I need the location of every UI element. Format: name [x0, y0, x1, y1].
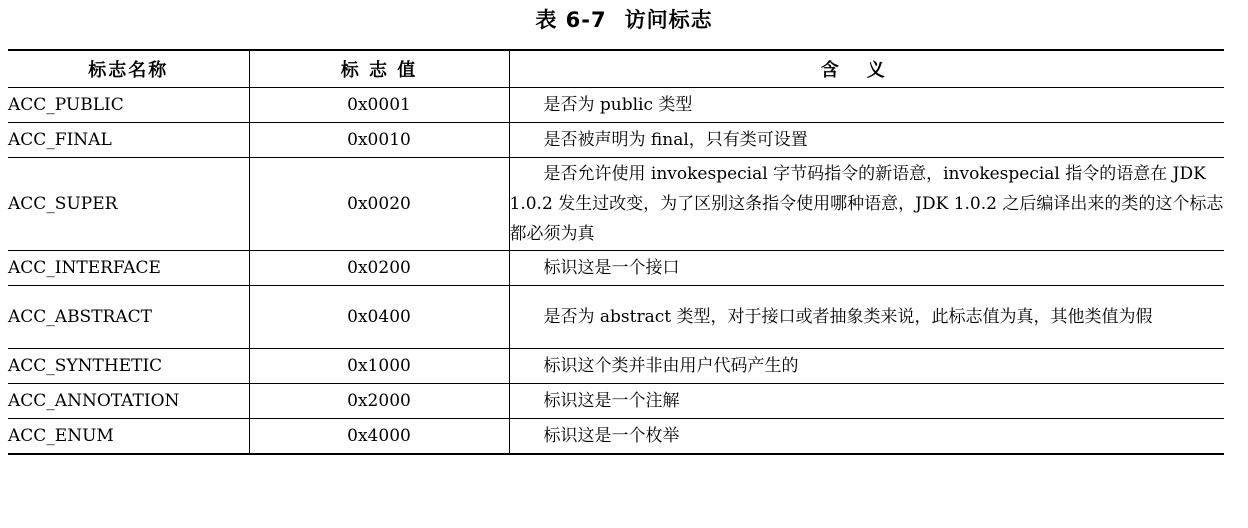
table-row: [8, 123, 1224, 158]
header-meaning: 含义: [509, 50, 1224, 88]
access-flags-table: [8, 49, 1224, 455]
flag-value-cell: 0x0020: [249, 158, 509, 251]
table-row: [8, 384, 1224, 419]
flag-name-cell: ACC_ENUM: [8, 419, 249, 455]
flag-meaning-cell: 标识这个类并非由用户代码产生的: [509, 349, 1224, 384]
flag-name-cell: ACC_PUBLIC: [8, 88, 249, 123]
header-flag-name: 标志名称: [8, 50, 249, 88]
flag-meaning-cell: 标识这是一个枚举: [543, 426, 680, 446]
table-caption: [0, 6, 1248, 34]
table-row: [8, 286, 1224, 349]
header-row: [8, 50, 1224, 88]
table-row: [8, 158, 1224, 251]
table-number: 表 6-7: [535, 8, 607, 32]
flag-name-cell: ACC_FINAL: [8, 123, 249, 158]
table-row: [8, 251, 1224, 286]
table-row: [8, 349, 1224, 384]
flag-meaning-cell: 是否被声明为 final，只有类可设置: [509, 123, 1224, 158]
flag-value-cell: 0x2000: [249, 384, 509, 419]
table-row: [8, 419, 1224, 455]
flag-meaning-cell: 是否为 abstract 类型，对于接口或者抽象类来说，此标志值为真，其他类值为假: [509, 286, 1224, 349]
flag-value-cell: 0x0400: [249, 286, 509, 349]
flag-value-cell: 0x4000: [249, 419, 509, 455]
flag-meaning-cell: 是否为 public 类型: [509, 88, 1224, 123]
flag-meaning-cell: 标识这是一个注解: [509, 384, 1224, 419]
flag-meaning-cell: 是否允许使用 invokespecial 字节码指令的新语意，invokespecial 指令的语意在 JDK 1.0.2 发生过改变，为了区别这条指令使用哪种语意，JDK 1.0.2 之后编译出来的类的这个标志都必须为真: [509, 158, 1224, 251]
table-title: 访问标志: [624, 8, 713, 32]
flag-meaning-cell: 标识这是一个接口: [509, 251, 1224, 286]
table-row: [8, 88, 1224, 123]
flag-name-cell: ACC_ANNOTATION: [8, 384, 249, 419]
header-flag-value: 标 志 值: [249, 50, 509, 88]
flag-name-cell: ACC_SUPER: [8, 158, 249, 251]
flag-name-cell: ACC_ABSTRACT: [8, 286, 249, 349]
flag-value-cell: 0x0200: [249, 251, 509, 286]
flag-value-cell: 0x0010: [249, 123, 509, 158]
flag-name-cell: ACC_INTERFACE: [8, 251, 249, 286]
flag-name-cell: ACC_SYNTHETIC: [8, 349, 249, 384]
flag-value-cell: 0x0001: [249, 88, 509, 123]
flag-value-cell: 0x1000: [249, 349, 509, 384]
